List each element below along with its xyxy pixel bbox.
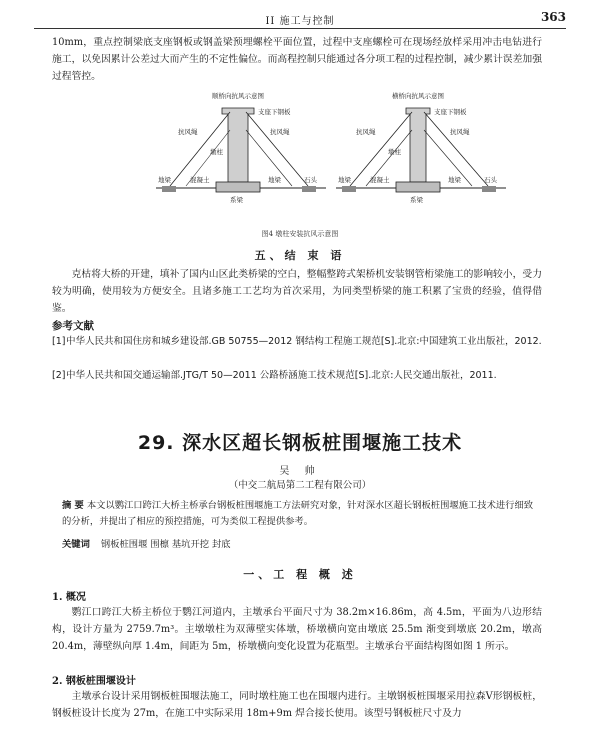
left-label-support-plate: 支座下钢板 (258, 108, 291, 116)
subsection-heading-1: 1. 概况 (52, 592, 86, 603)
right-label-ground-beam-2: 地梁 (448, 176, 461, 184)
left-anchor-2 (302, 186, 316, 192)
article-affiliation: （中交二航局第二工程有限公司） (228, 480, 372, 491)
abstract (62, 498, 542, 530)
reference-number: [1] (52, 336, 66, 347)
left-tie-beam (216, 182, 260, 192)
page-header (34, 6, 566, 29)
references-heading: 参考文献 (52, 320, 94, 332)
right-label-stone: 石头 (484, 176, 497, 184)
left-anchor-1 (162, 186, 176, 192)
figure-svg (150, 90, 510, 230)
right-label-wind-rope-2: 抗风绳 (450, 128, 470, 136)
right-label-support-plate: 支座下钢板 (434, 108, 467, 116)
reference-number: [2] (52, 370, 66, 381)
article-author: 吴 帅 (279, 466, 321, 477)
subsection-1-paragraph: 鹦江口跨江大桥主桥位于鹦江河道内，主墩承台平面尺寸为 38.2m×16.86m，高 4.5m，平面为八边形结构，设计方量为 2759.7m³。主墩墩柱为双薄壁实体墩，桥墩横向宽由墩底 25.5m 渐变到墩底 20.2m，墩高 20.4m，薄壁纵向厚 1.4m，间距为 5m，桥墩横向变化设置为花瓶型。主墩承台平面结构图如图 1 所示。 (52, 607, 542, 652)
reference-text: 中华人民共和国住房和城乡建设部.GB 50755—2012 钢结构工程施工规范[S].北京:中国建筑工业出版社，2012. (66, 336, 542, 347)
left-label-concrete: 混凝土 (190, 176, 210, 184)
left-pier-column (222, 108, 254, 182)
reference-text: 中华人民共和国交通运输部.JTG/T 50—2011 公路桥涵施工技术规范[S].北京:人民交通出版社，2011. (66, 370, 497, 381)
figure-caption: 图4 墩柱安装抗风示意图 (261, 230, 339, 238)
left-label-stone: 石头 (304, 176, 317, 184)
left-label-tie-beam: 系梁 (230, 196, 243, 204)
subsection-2-paragraph: 主墩承台设计采用钢板桩围堰法施工，同时墩柱施工也在围堰内进行。主墩钢板桩围堰采用拉森Ⅴ形钢板桩，钢板桩设计长度为 27m，在施工中实际采用 18m+9m 焊合接长使用。该型号钢板桩尺寸及力 (52, 691, 542, 719)
right-wind-rope-1 (350, 112, 412, 186)
left-label-wind-rope-1: 抗风绳 (178, 128, 198, 136)
right-label-pier: 墩柱 (388, 148, 401, 156)
abstract-text: 本文以鹦江口跨江大桥主桥承台钢板桩围堰施工方法研究对象，针对深水区超长钢板桩围堰施工技术进行细致的分析，并提出了相应的预控措施，可为类似工程提供参考。 (62, 500, 534, 527)
conclusion-heading: 五、结 束 语 (254, 249, 346, 262)
reference-item (52, 334, 542, 350)
keywords-label: 关键词 (62, 539, 90, 550)
keywords-text: 钢板桩围堰 围檩 基坑开挖 封底 (100, 539, 231, 550)
left-label-ground-beam-2: 地梁 (268, 176, 281, 184)
right-label-ground-beam-1: 地梁 (338, 176, 351, 184)
running-section-title: II 施工与控制 (265, 16, 335, 27)
left-figure-title: 顺桥向抗风示意图 (212, 92, 264, 100)
right-label-concrete: 混凝土 (370, 176, 390, 184)
section-heading-overview: 一、工 程 概 述 (243, 568, 357, 581)
right-tie-beam (396, 182, 440, 192)
intro-paragraph: 10mm，重点控制梁底支座钢板或钢盖梁预埋螺栓平面位置，过程中支座螺栓可在现场经放样采用冲击电钻进行施工，以免因累计公差过大而产生的不定性偏位。而高程控制只能通过各分项工程的过程控制，减少累计误差加强过程管控。 (52, 37, 542, 82)
figure-windproof-diagram (150, 90, 510, 230)
conclusion-paragraph: 克枯将大桥的开建，填补了国内山区此类桥梁的空白，整幅整跨式架桥机安装钢管桁梁施工的影响较小，受力较为明确，使用较为方便安全。且诸多施工工艺均为首次采用，为同类型桥梁的施工积累了宝贵的经验，值得借鉴。 (52, 269, 542, 314)
left-label-pier: 墩柱 (210, 148, 223, 156)
right-wind-rope-2 (424, 112, 488, 186)
left-wind-rope-2 (246, 112, 308, 186)
right-anchor-2 (482, 186, 496, 192)
subsection-heading-2: 2. 钢板桩围堰设计 (52, 676, 136, 687)
right-label-tie-beam: 系梁 (410, 196, 423, 204)
article-title: 29. 深水区超长钢板桩围堰施工技术 (137, 432, 463, 454)
abstract-label: 摘 要 (62, 500, 84, 511)
reference-item (52, 368, 542, 384)
right-anchor-1 (342, 186, 356, 192)
left-label-ground-beam-1: 地梁 (158, 176, 171, 184)
keywords (62, 536, 231, 550)
page-number: 363 (540, 10, 566, 24)
right-figure-title: 横桥向抗风示意图 (392, 92, 444, 100)
right-pier-column (406, 108, 430, 182)
left-label-wind-rope-2: 抗风绳 (270, 128, 290, 136)
right-label-wind-rope-1: 抗风绳 (356, 128, 376, 136)
